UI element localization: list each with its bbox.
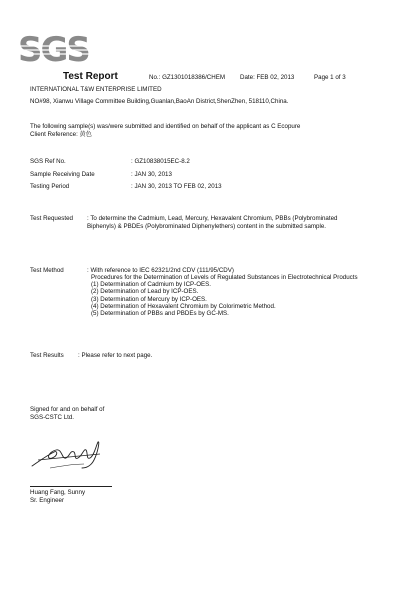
report-date: Date: FEB 02, 2013 (240, 74, 295, 81)
test-method-line: (2) Determination of Lead by ICP-OES. (91, 288, 199, 295)
info-label-receiving: Sample Receiving Date (30, 171, 95, 178)
sample-intro: The following sample(s) was/were submitted and identified on behalf of the applicant as C Ecopure (30, 123, 301, 130)
test-requested-text: : To determine the Cadmium, Lead, Mercury, Hexavalent Chromium, PBBs (Polybrominated Biphenyls) & PBDEs (Polybrominated Diphenylethers) content in the submitted sample. (87, 215, 338, 230)
test-method-line: : With reference to IEC 62321/2nd CDV (111/95/CDV) (87, 267, 234, 274)
test-method-line: (4) Determination of Hexavalent Chromium by Colorimetric Method. (91, 303, 276, 310)
info-value-period: : JAN 30, 2013 TO FEB 02, 2013 (131, 183, 222, 190)
info-value-receiving: : JAN 30, 2013 (131, 171, 172, 178)
test-method-label: Test Method (30, 267, 64, 274)
report-number: No.: GZ1301018386/CHEM (149, 74, 226, 81)
report-title: Test Report (63, 71, 118, 82)
signature-line (30, 486, 112, 487)
test-method-line: Procedures for the Determination of Levels of Regulated Substances in Electrotechnical Products (91, 274, 358, 281)
test-results-value: : Please refer to next page. (78, 352, 153, 359)
sgs-logo: SGS (18, 30, 89, 70)
page-number: Page 1 of 3 (314, 74, 346, 81)
signatory-name: Huang Fang, Sunny (30, 489, 86, 496)
info-value-ref: : GZ10838015EC-8.2 (131, 158, 190, 165)
info-label-period: Testing Period (30, 183, 70, 190)
test-method-line: (3) Determination of Mercury by ICP-OES. (91, 296, 207, 303)
test-method-line: (1) Determination of Cadmium by ICP-OES. (91, 281, 212, 288)
signature-image (28, 438, 108, 472)
client-reference: Client Reference: 黄色 (30, 131, 92, 138)
test-requested-label: Test Requested (30, 215, 73, 222)
test-results-label: Test Results (30, 352, 64, 359)
test-method-line: (5) Determination of PBBs and PBDEs by GC-MS. (91, 310, 229, 317)
signed-for: Signed for and on behalf of SGS-CSTC Ltd. (30, 406, 105, 421)
info-label-ref: SGS Ref No. (30, 158, 66, 165)
applicant-name: INTERNATIONAL T&W ENTERPRISE LIMITED (30, 86, 162, 93)
applicant-address: NO#98, Xianwu Village Committee Building,Guanlan,BaoAn District,ShenZhen, 518110,China. (30, 98, 289, 105)
signatory-title: Sr. Engineer (30, 497, 65, 504)
